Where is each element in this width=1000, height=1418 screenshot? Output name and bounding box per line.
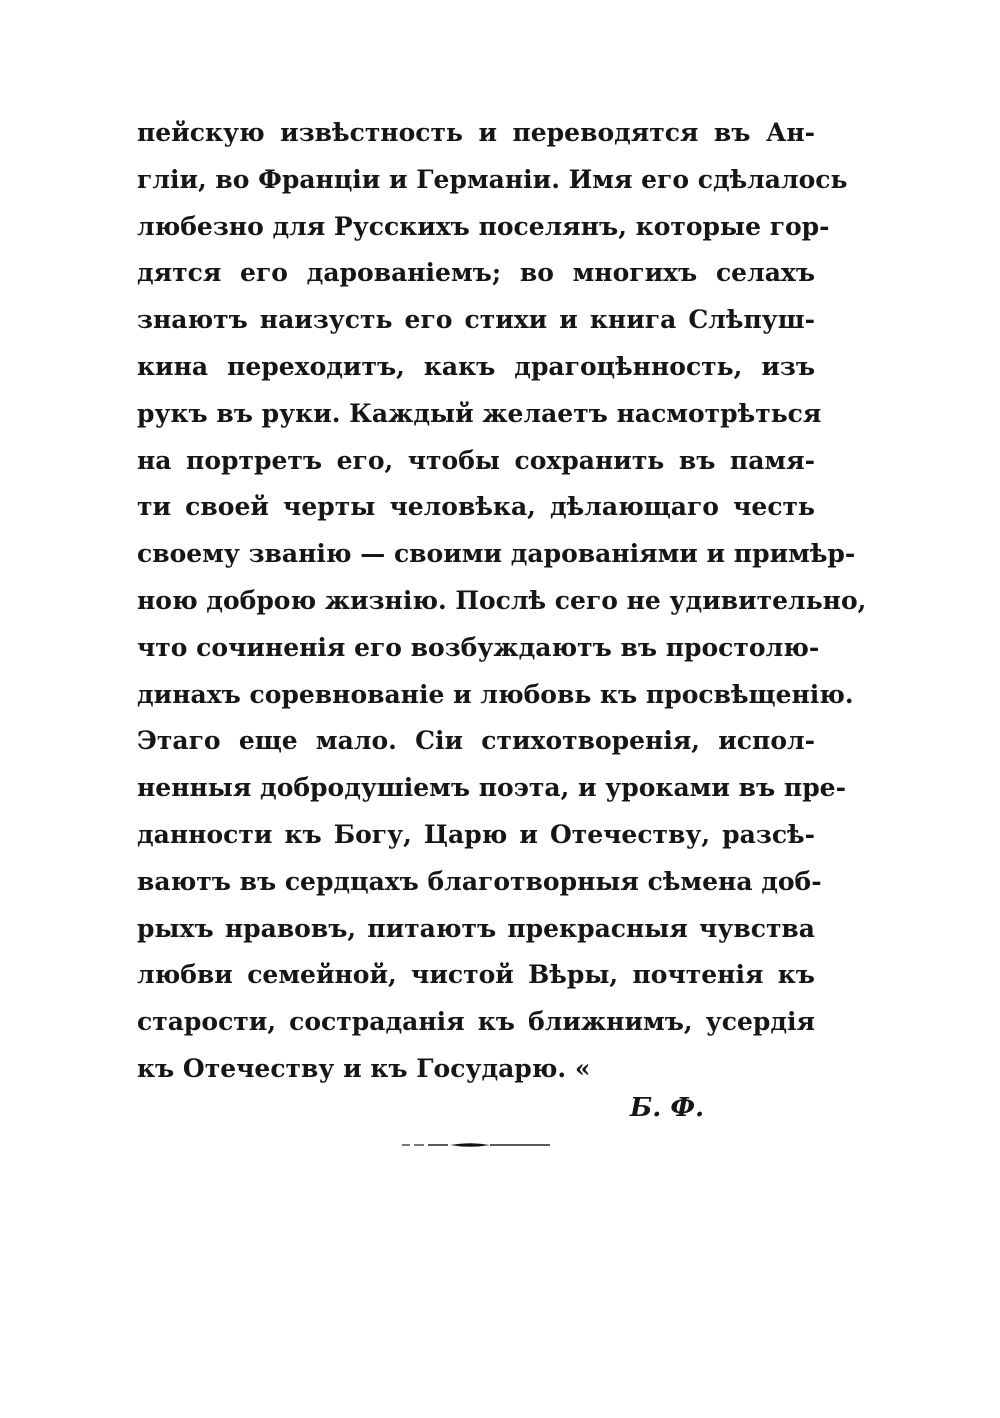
text-line: дятся его дарованiемъ; во многихъ селахъ	[137, 258, 815, 288]
text-line: рукъ въ руки. Каждый желаетъ насмотрѣться	[137, 398, 822, 428]
text-line: ваютъ въ сердцахъ благотворныя сѣмена доб-	[137, 866, 822, 896]
text-line: ненныя добродушiемъ поэта, и уроками въ пре-	[137, 773, 846, 803]
text-line: кина переходитъ, какъ драгоцѣнность, изъ	[137, 351, 815, 381]
text-line: своему званiю — своими дарованiями и примѣр-	[137, 539, 856, 569]
text-line: рыхъ нравовъ, питаютъ прекрасныя чувства	[137, 913, 815, 943]
body-text	[137, 110, 867, 1093]
text-line: данности къ Богу, Царю и Отечеству, разсѣ-	[137, 819, 815, 849]
text-line: что сочиненiя его возбуждаютъ въ простолю-	[137, 632, 820, 662]
author-signature: Б. Ф.	[630, 1093, 705, 1123]
text-line: знаютъ наизусть его стихи и книга Слѣпуш-	[137, 305, 815, 335]
text-line: на портретъ его, чтобы сохранить въ памя-	[137, 445, 815, 475]
text-line: Этаго еще мало. Сiи стихотворенiя, испол-	[137, 726, 815, 756]
text-line: глiи, во Францiи и Германiи. Имя его сдѣлалось	[137, 164, 848, 194]
text-line: старости, состраданiя къ ближнимъ, усердiя	[137, 1007, 815, 1037]
text-line: любезно для Русскихъ поселянъ, которые гор-	[137, 211, 830, 241]
text-line: динахъ соревнованiе и любовь къ просвѣщенiю.	[137, 679, 854, 709]
text-line: пейскую извѣстность и переводятся въ Ан-	[137, 118, 815, 147]
text-line: любви семейной, чистой Вѣры, почтенiя къ	[137, 960, 815, 990]
text-line: ти своей черты человѣка, дѣлающаго честь	[137, 492, 815, 522]
text-line: къ Отечеству и къ Государю. «	[137, 1053, 591, 1083]
text-line: ною доброю жизнiю. Послѣ сего не удивительно,	[137, 585, 867, 615]
end-ornament-divider	[400, 1138, 552, 1152]
